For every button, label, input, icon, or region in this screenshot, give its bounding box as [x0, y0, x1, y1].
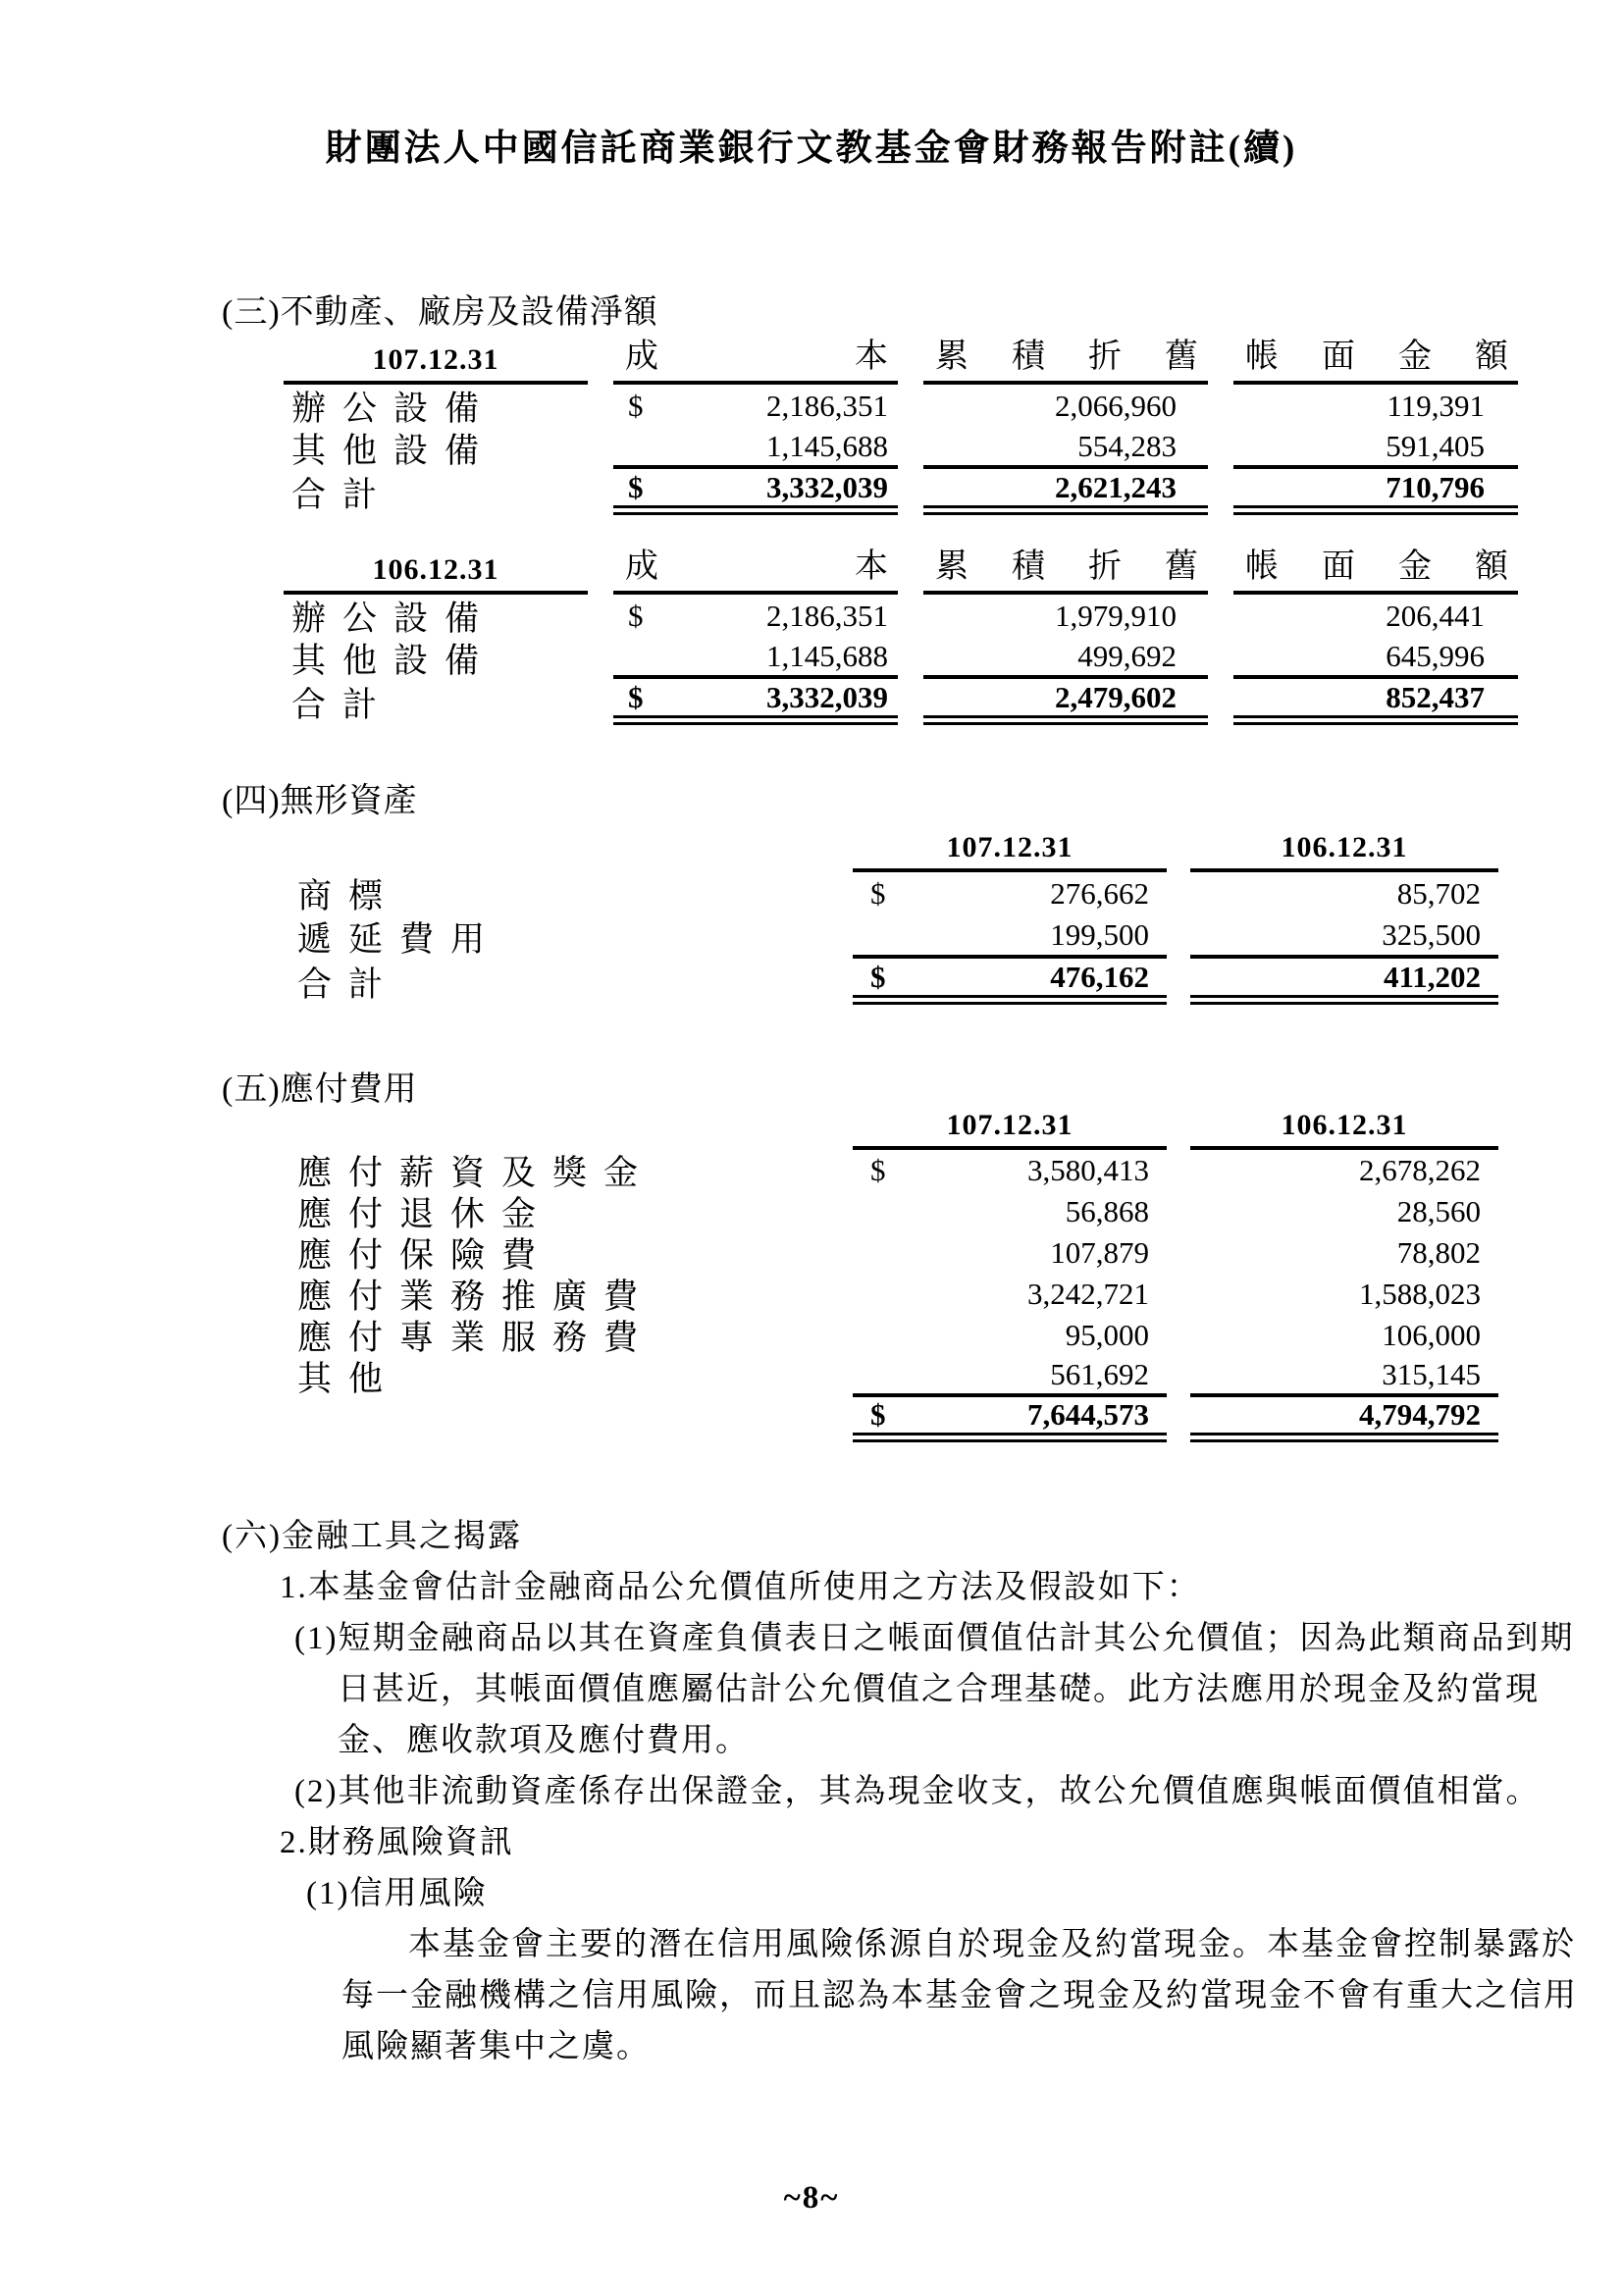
table-header-row: [289, 1107, 1498, 1150]
table-total-row: [284, 469, 1518, 515]
table-row: [289, 1191, 1498, 1232]
item-1-1-line-2: 日甚近，其帳面價值應屬估計公允價值之合理基礎。此方法應用於現金及約當現: [338, 1672, 1540, 1707]
cost-total-cell: [613, 679, 898, 725]
amount-value: 206,441: [1386, 598, 1485, 633]
amount-value: 561,692: [1050, 1357, 1149, 1391]
table-header-row: [289, 829, 1498, 872]
financial-instruments-section: [0, 1511, 1623, 2072]
amount-cell-106: [1190, 1150, 1498, 1191]
row-label: 應付保險費: [297, 1236, 553, 1275]
table-row: [289, 1315, 1498, 1356]
item-1-1-line-3: 金、應收款項及應付費用。: [338, 1723, 750, 1758]
table-row: [284, 385, 1518, 427]
cost-cell: [613, 427, 898, 469]
amount-value: 1,588,023: [1359, 1277, 1481, 1311]
amount-cell-106: [1190, 1191, 1498, 1232]
book-value-cell: [1233, 385, 1518, 427]
cost-column-header: 成 本: [613, 341, 898, 385]
item-1: 1.本基金會估計金融商品公允價值所使用之方法及假設如下：: [280, 1570, 1201, 1605]
table-row: [284, 595, 1518, 637]
book-value-cell: [1233, 427, 1518, 469]
amount-value: 3,332,039: [766, 469, 888, 504]
amount-cell-107: [853, 1274, 1167, 1315]
row-label: 辦公設備: [291, 389, 497, 428]
depreciation-cell: [923, 595, 1208, 637]
date-column-header-107: 107.12.31: [853, 829, 1167, 872]
page-number: ~8~: [783, 2180, 840, 2216]
ppe-table-107: [284, 341, 1518, 515]
table-total-row: [289, 1397, 1498, 1442]
amount-value: 56,868: [1065, 1194, 1149, 1228]
table-row: [289, 1274, 1498, 1315]
amount-value: 325,500: [1382, 917, 1481, 952]
amount-value: 499,692: [1077, 638, 1177, 673]
currency-symbol: $: [870, 1397, 886, 1432]
date-column-header: 106.12.31: [284, 551, 588, 595]
total-label: 合計: [297, 965, 400, 1004]
cost-cell: [613, 637, 898, 679]
date-column-header-106: 106.12.31: [1190, 829, 1498, 872]
currency-symbol: $: [628, 388, 644, 423]
table-header-row: [284, 548, 1518, 595]
amount-value: 106,000: [1382, 1318, 1481, 1352]
amount-value: 1,979,910: [1055, 598, 1177, 633]
depreciation-cell: [923, 637, 1208, 679]
amount-value: 7,644,573: [1027, 1397, 1149, 1432]
amount-cell-107: [853, 1356, 1167, 1397]
amount-value: 2,678,262: [1359, 1153, 1481, 1187]
table-total-row: [284, 679, 1518, 725]
accrued-expenses-table: [289, 1107, 1498, 1442]
section-heading-financial: (六)金融工具之揭露: [222, 1519, 522, 1554]
table-row: [284, 427, 1518, 469]
currency-symbol: $: [870, 876, 886, 911]
empty-header-cell: [289, 829, 829, 872]
table-total-row: [289, 959, 1498, 1005]
amount-cell-106: [1190, 1356, 1498, 1397]
depreciation-total-cell: [923, 679, 1208, 725]
row-label: 其他設備: [291, 641, 497, 680]
row-label: 應付專業服務費: [297, 1319, 655, 1357]
section-heading-intangible: (四)無形資產: [222, 783, 418, 819]
date-column-header-106: 106.12.31: [1190, 1107, 1498, 1150]
item-2: 2.財務風險資訊: [280, 1825, 514, 1860]
item-1-1-line-1: (1)短期金融商品以其在資產負債表日之帳面價值估計其公允價值；因為此類商品到期: [294, 1621, 1575, 1656]
cost-cell: [613, 385, 898, 427]
amount-value: 411,202: [1383, 959, 1481, 994]
book-value-cell: [1233, 595, 1518, 637]
item-2-1: (1)信用風險: [306, 1876, 488, 1911]
book-value-total-cell: [1233, 469, 1518, 515]
currency-symbol: $: [628, 679, 644, 714]
total-label: [289, 1397, 829, 1442]
amount-value: 645,996: [1386, 638, 1485, 673]
credit-risk-paragraph-line-1: 本基金會主要的潛在信用風險係源自於現金及約當現金。本基金會控制暴露於: [408, 1927, 1576, 1962]
amount-value: 276,662: [1050, 876, 1149, 911]
intangible-table: [289, 829, 1498, 1005]
amount-value: 591,405: [1386, 428, 1485, 463]
table-header-row: [284, 341, 1518, 385]
amount-value: 199,500: [1050, 917, 1149, 952]
depreciation-total-cell: [923, 469, 1208, 515]
total-label: 合計: [291, 685, 394, 724]
amount-value: 315,145: [1382, 1357, 1481, 1391]
credit-risk-paragraph-line-2: 每一金融機構之信用風險，而且認為本基金會之現金及約當現金不會有重大之信用: [341, 1978, 1578, 2013]
amount-cell-106: [1190, 1315, 1498, 1356]
accumulated-depreciation-column-header: 累 積 折 舊: [923, 551, 1208, 595]
table-row: [289, 915, 1498, 959]
row-label: 遞延費用: [297, 920, 502, 959]
amount-value: 2,621,243: [1055, 469, 1177, 504]
book-value-cell: [1233, 637, 1518, 679]
book-value-column-header: 帳 面 金 額: [1233, 551, 1518, 595]
section-heading-property: (三)不動產、廠房及設備淨額: [222, 294, 658, 331]
amount-value: 28,560: [1396, 1194, 1481, 1228]
row-label: 商標: [297, 877, 400, 915]
cost-cell: [613, 595, 898, 637]
date-column-header-107: 107.12.31: [853, 1107, 1167, 1150]
amount-value: 1,145,688: [766, 428, 888, 463]
amount-cell-107: [853, 1191, 1167, 1232]
book-value-total-cell: [1233, 679, 1518, 725]
credit-risk-paragraph-line-3: 風險顯著集中之虞。: [341, 2029, 651, 2064]
depreciation-cell: [923, 427, 1208, 469]
amount-total-cell-107: [853, 1397, 1167, 1442]
amount-cell-107: [853, 1150, 1167, 1191]
amount-cell-106: [1190, 872, 1498, 915]
total-label: 合計: [291, 475, 394, 514]
amount-value: 2,186,351: [766, 388, 888, 423]
amount-value: 107,879: [1050, 1235, 1149, 1270]
amount-cell-107: [853, 915, 1167, 959]
row-label: 辦公設備: [291, 599, 497, 638]
amount-total-cell-106: [1190, 959, 1498, 1005]
amount-value: 476,162: [1050, 959, 1149, 994]
table-row: [289, 872, 1498, 915]
amount-value: 2,066,960: [1055, 388, 1177, 423]
currency-symbol: $: [628, 598, 644, 633]
amount-total-cell-106: [1190, 1397, 1498, 1442]
row-label: 其他: [297, 1360, 400, 1398]
table-row: [284, 637, 1518, 679]
item-1-2: (2)其他非流動資產係存出保證金，其為現金收支，故公允價值應與帳面價值相當。: [294, 1774, 1541, 1809]
amount-value: 4,794,792: [1359, 1397, 1481, 1432]
amount-value: 3,242,721: [1027, 1277, 1149, 1311]
cost-column-header: 成 本: [613, 551, 898, 595]
amount-value: 852,437: [1386, 679, 1485, 714]
amount-value: 3,580,413: [1027, 1153, 1149, 1187]
amount-value: 1,145,688: [766, 638, 888, 673]
table-row: [289, 1356, 1498, 1397]
amount-cell-107: [853, 1232, 1167, 1274]
amount-cell-107: [853, 872, 1167, 915]
section-heading-accrued: (五)應付費用: [222, 1071, 418, 1108]
amount-value: 710,796: [1386, 469, 1485, 504]
currency-symbol: $: [870, 1153, 886, 1187]
amount-cell-107: [853, 1315, 1167, 1356]
row-label: 其他設備: [291, 431, 497, 470]
table-row: [289, 1150, 1498, 1191]
cost-total-cell: [613, 469, 898, 515]
page-title: 財團法人中國信託商業銀行文教基金會財務報告附註(續): [325, 129, 1298, 169]
amount-total-cell-107: [853, 959, 1167, 1005]
empty-header-cell: [289, 1107, 829, 1150]
amount-cell-106: [1190, 1274, 1498, 1315]
row-label: 應付退休金: [297, 1195, 553, 1233]
row-label: 應付薪資及獎金: [297, 1154, 655, 1192]
row-label: 應付業務推廣費: [297, 1278, 655, 1316]
table-row: [289, 1232, 1498, 1274]
amount-value: 2,186,351: [766, 598, 888, 633]
amount-cell-106: [1190, 1232, 1498, 1274]
accumulated-depreciation-column-header: 累 積 折 舊: [923, 341, 1208, 385]
amount-value: 95,000: [1065, 1318, 1149, 1352]
currency-symbol: $: [628, 469, 644, 504]
depreciation-cell: [923, 385, 1208, 427]
book-value-column-header: 帳 面 金 額: [1233, 341, 1518, 385]
amount-cell-106: [1190, 915, 1498, 959]
amount-value: 554,283: [1077, 428, 1177, 463]
amount-value: 78,802: [1396, 1235, 1481, 1270]
amount-value: 85,702: [1396, 876, 1481, 911]
currency-symbol: $: [870, 959, 886, 994]
amount-value: 3,332,039: [766, 679, 888, 714]
ppe-table-106: [284, 548, 1518, 725]
amount-value: 119,391: [1387, 388, 1485, 423]
date-column-header: 107.12.31: [284, 341, 588, 385]
amount-value: 2,479,602: [1055, 679, 1177, 714]
